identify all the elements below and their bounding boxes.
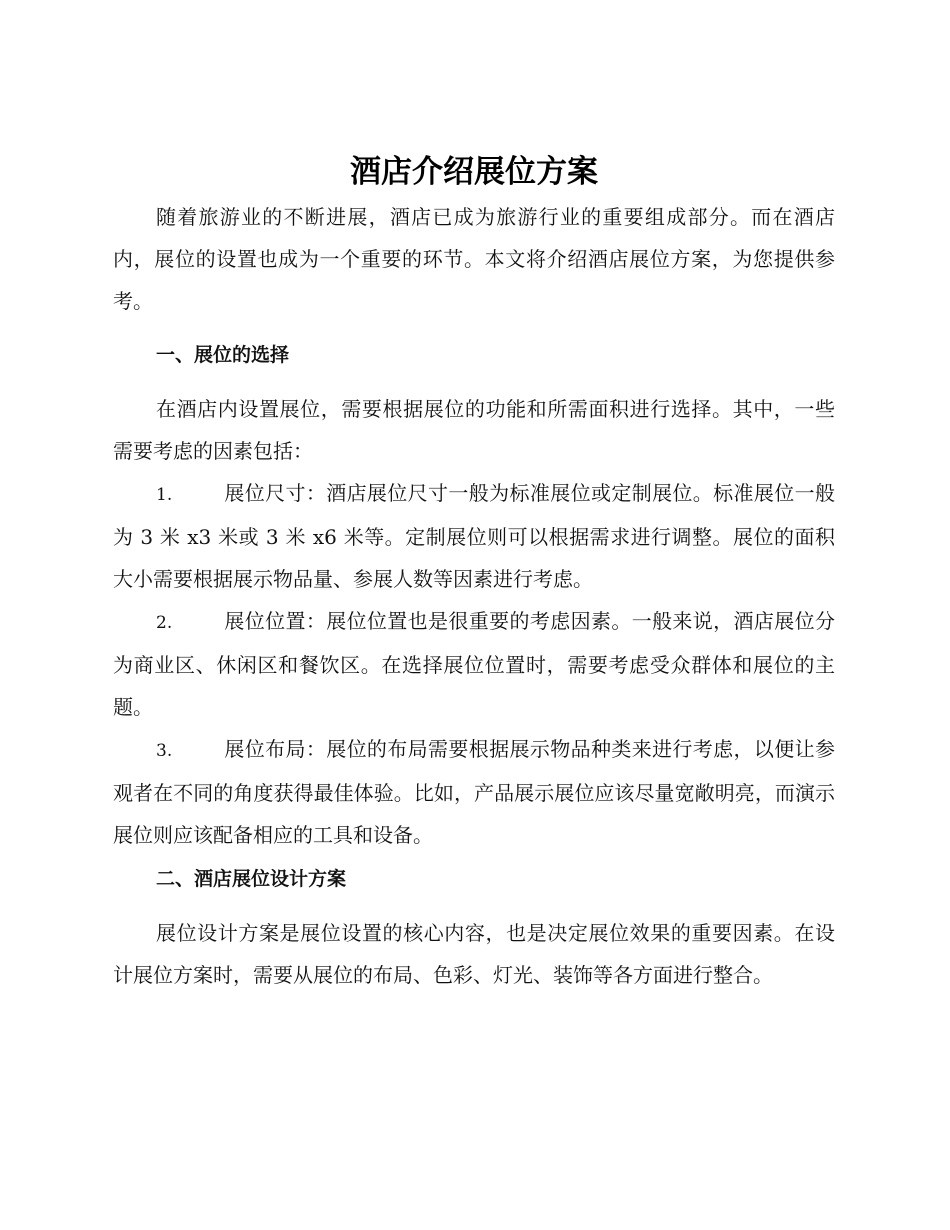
section-1-paragraph: 在酒店内设置展位，需要根据展位的功能和所需面积进行选择。其中，一些需要考虑的因素包括： bbox=[113, 397, 835, 463]
list-item-1-number: 1. bbox=[156, 485, 173, 505]
list-item-1-text: 展位尺寸：酒店展位尺寸一般为标准展位或定制展位。标准展位一般为 3 米 x3 米或 3 米 x6 米等。定制展位则可以根据需求进行调整。展位的面积大小需要根据展示物品量、参展人数等因素进行考虑。 bbox=[113, 481, 835, 591]
list-item-1 bbox=[113, 472, 835, 600]
list-item-3-number: 3. bbox=[156, 741, 173, 761]
list-item-3 bbox=[113, 728, 835, 856]
document-body bbox=[113, 150, 835, 996]
intro-paragraph: 随着旅游业的不断进展，酒店已成为旅游行业的重要组成部分。而在酒店内，展位的设置也成为一个重要的环节。本文将介绍酒店展位方案，为您提供参考。 bbox=[113, 205, 835, 313]
list-item-2 bbox=[113, 600, 835, 728]
list-item-2-text: 展位位置：展位位置也是很重要的考虑因素。一般来说，酒店展位分为商业区、休闲区和餐饮区。在选择展位位置时，需要考虑受众群体和展位的主题。 bbox=[113, 609, 835, 719]
document-title: 酒店介绍展位方案 bbox=[350, 154, 598, 190]
list-item-3-text: 展位布局：展位的布局需要根据展示物品种类来进行考虑，以便让参观者在不同的角度获得最佳体验。比如，产品展示展位应该尽量宽敞明亮，而演示展位则应该配备相应的工具和设备。 bbox=[113, 737, 835, 847]
section-2-paragraph: 展位设计方案是展位设置的核心内容，也是决定展位效果的重要因素。在设计展位方案时，需要从展位的布局、色彩、灯光、装饰等各方面进行整合。 bbox=[113, 921, 835, 987]
section-1-heading: 一、展位的选择 bbox=[156, 344, 290, 366]
list-item-2-number: 2. bbox=[156, 613, 173, 633]
section-2-heading: 二、酒店展位设计方案 bbox=[156, 868, 347, 890]
